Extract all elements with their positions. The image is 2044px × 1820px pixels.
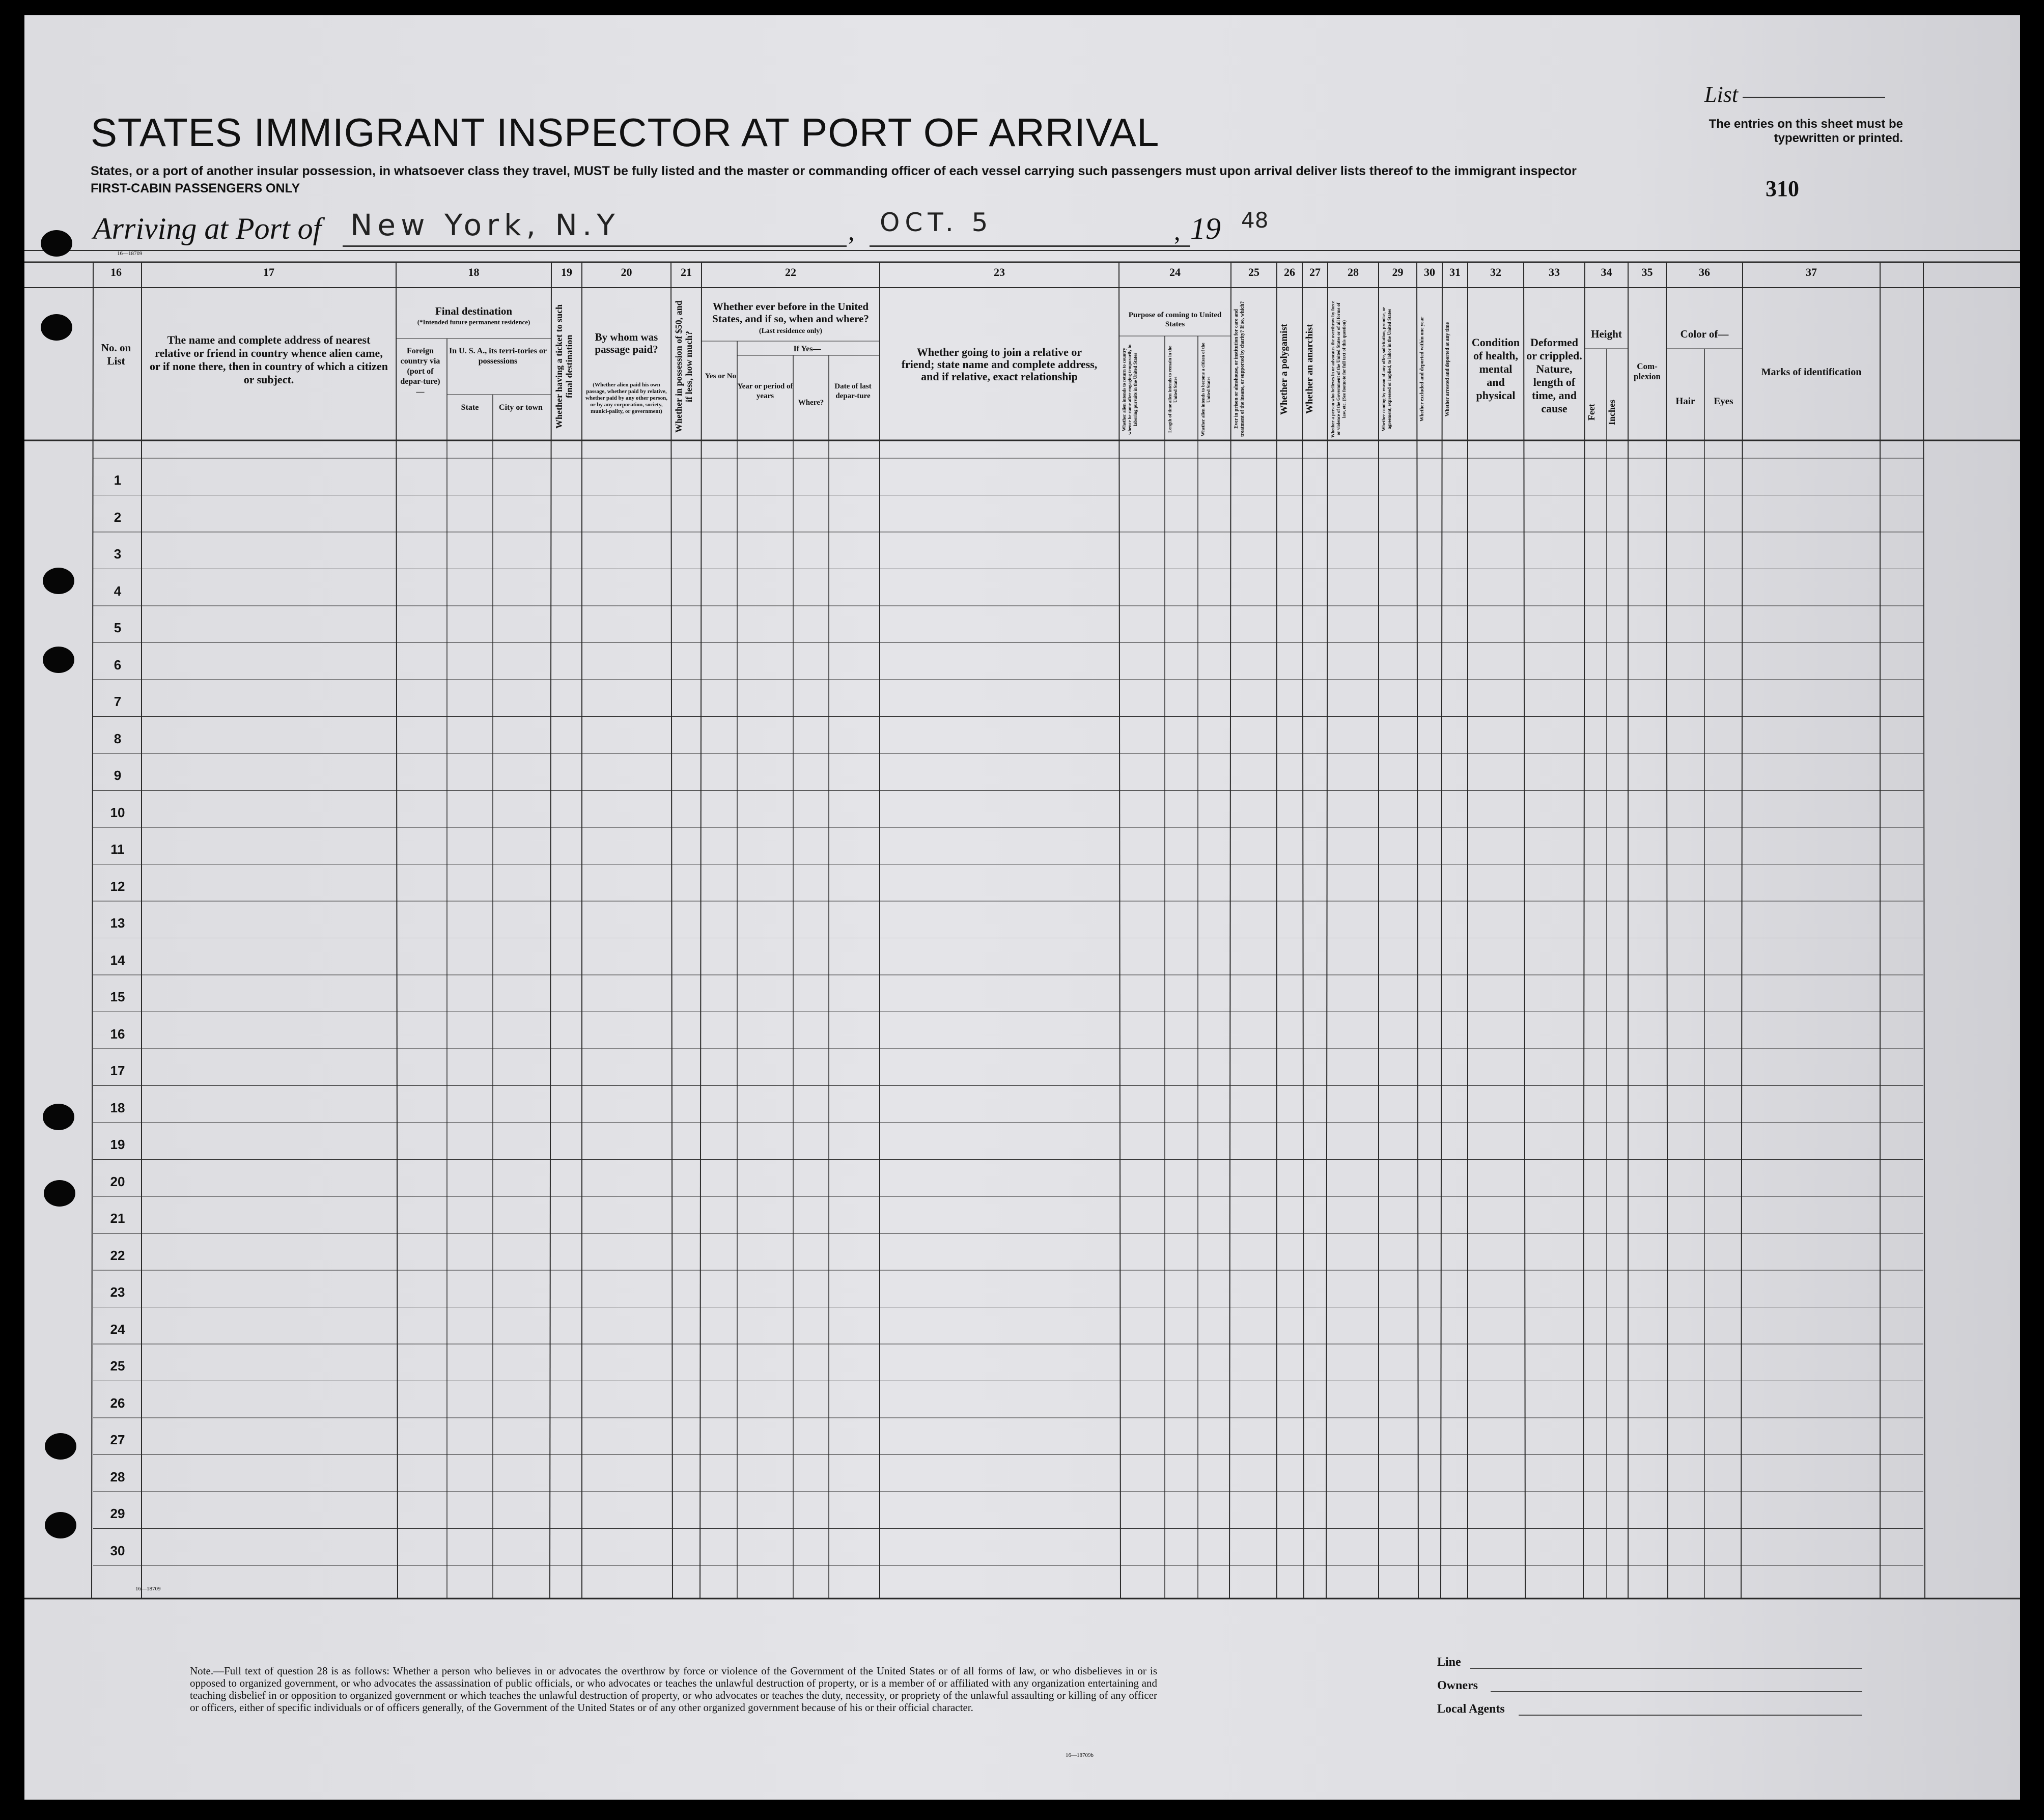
col-num-27: 27 bbox=[1309, 266, 1321, 278]
arriving-label: Arriving at Port of bbox=[93, 212, 322, 245]
form-code-bottom: 16—18709 bbox=[135, 1586, 161, 1592]
punch-hole bbox=[43, 1104, 74, 1130]
date-underline bbox=[870, 245, 1190, 247]
column-divider bbox=[92, 262, 93, 1599]
column-divider bbox=[396, 262, 398, 1599]
local-agents-underline bbox=[1519, 1715, 1862, 1716]
col-header-23: Whether going to join a relative or friend; state name and complete address, and if relative, exact relationship bbox=[901, 346, 1098, 383]
col-num-36: 36 bbox=[1699, 266, 1710, 278]
col-header-18-city: City or town bbox=[499, 403, 543, 412]
row-number: 14 bbox=[110, 952, 125, 968]
col-header-16: No. on List bbox=[101, 342, 131, 367]
footnote: Note.—Full text of question 28 is as follows: Whether a person who believes in or advocates the overthrow by force or violence of the Government of the United States or of all forms of law, or who disbelieves in or is opposed to organized government, or who advocates the assassination of public officials, or who advocates or teaches the unlawful destruction of property, or is a member of or affiliated with any organization entertaining and teaching disbelief in or opposition to organized government or which teaches the unlawful destruction of property, or who advocates or teaches the duty, necessity, or propriety of the unlawful assaulting or killing of any officer or officers, either of specific individuals or of officers generally, of the Government of the United States or of any other organized government because of his or their official character. bbox=[190, 1665, 1157, 1714]
list-label: List bbox=[1704, 82, 1739, 107]
col-header-36-hair: Hair bbox=[1675, 396, 1695, 407]
column-divider bbox=[1302, 262, 1304, 1599]
col-header-31: Whether arrested and deported at any time bbox=[1445, 322, 1450, 416]
form-instruction: States, or a port of another insular possession, in whatsoever class they travel, MUST be fully listed and the master or commanding officer of each vessel carrying such passengers must upon arrival deliver lists thereof to the immigrant inspector bbox=[91, 164, 1577, 178]
col-header-21: Whether in possession of $50, and if less, how much? bbox=[674, 300, 694, 433]
col-header-35: Com-plexion bbox=[1634, 361, 1661, 381]
column-divider bbox=[671, 262, 673, 1599]
col-num-31: 31 bbox=[1449, 266, 1461, 278]
line-underline bbox=[1470, 1668, 1862, 1669]
column-divider bbox=[1741, 262, 1743, 1599]
col-header-22-ifyes: If Yes— bbox=[793, 345, 821, 353]
owners-label: Owners bbox=[1437, 1679, 1478, 1692]
page-number: 310 bbox=[1766, 176, 1799, 201]
col-header-18: Final destination bbox=[435, 305, 513, 317]
row-number: 24 bbox=[110, 1321, 125, 1337]
row-number: 22 bbox=[110, 1247, 125, 1263]
col-header-20-sub: (Whether alien paid his own passage, whether paid by relative, whether paid by any other person, or by any corporation, society, munici-pality, or government) bbox=[585, 382, 667, 414]
row-number: 6 bbox=[114, 657, 122, 673]
col-header-34-inches: Inches bbox=[1607, 400, 1617, 426]
column-divider bbox=[550, 262, 551, 1599]
row-number: 12 bbox=[110, 878, 125, 894]
footnote-code: 16—18709b bbox=[1066, 1752, 1094, 1758]
row-number: 20 bbox=[110, 1173, 125, 1189]
port-underline bbox=[343, 245, 847, 247]
row-number: 25 bbox=[110, 1358, 125, 1374]
comma-separator: , bbox=[848, 217, 855, 245]
row-number: 28 bbox=[110, 1469, 125, 1485]
col-num-30: 30 bbox=[1424, 266, 1435, 278]
punch-hole bbox=[45, 1433, 76, 1460]
column-divider bbox=[1524, 262, 1525, 1599]
punch-hole bbox=[44, 1180, 75, 1207]
manifest-sheet bbox=[24, 15, 2020, 1800]
date-value: OCT. 5 bbox=[880, 208, 993, 237]
col-num-21: 21 bbox=[681, 266, 692, 278]
port-value: New York, N.Y bbox=[350, 208, 620, 242]
punch-hole bbox=[41, 314, 72, 341]
col-num-29: 29 bbox=[1392, 266, 1404, 278]
punch-hole bbox=[45, 1512, 76, 1538]
col-header-17: The name and complete address of nearest relative or friend in country whence alien came, or if none there, then in country of which a citizen or subject. bbox=[150, 333, 388, 386]
col-header-37: Marks of identification bbox=[1761, 367, 1862, 378]
passenger-class: FIRST-CABIN PASSENGERS ONLY bbox=[91, 181, 300, 195]
col-header-18-usa: In U. S. A., its terri-tories or possessions bbox=[449, 347, 547, 366]
row-number: 16 bbox=[110, 1026, 125, 1042]
column-divider bbox=[700, 262, 702, 1599]
col-header-18-state: State bbox=[461, 403, 479, 412]
row-number: 7 bbox=[114, 694, 122, 709]
row-number: 13 bbox=[110, 915, 125, 931]
row-number: 15 bbox=[110, 989, 125, 1004]
col-header-18-sub: (*Intended future permanent residence) bbox=[417, 318, 530, 326]
col-header-26: Whether a polygamist bbox=[1279, 323, 1290, 415]
col-header-30: Whether excluded and deported within one year bbox=[1419, 317, 1425, 422]
column-divider bbox=[1326, 262, 1328, 1599]
col-num-32: 32 bbox=[1490, 266, 1501, 278]
col-header-34-feet: Feet bbox=[1586, 404, 1597, 421]
row-number: 21 bbox=[110, 1211, 125, 1226]
col-header-22-departure: Date of last depar-ture bbox=[834, 382, 872, 400]
col-num-23: 23 bbox=[994, 266, 1005, 278]
row-number: 30 bbox=[110, 1543, 125, 1558]
col-num-34: 34 bbox=[1601, 266, 1612, 278]
column-divider bbox=[1229, 262, 1231, 1599]
row-number: 10 bbox=[110, 804, 125, 820]
col-num-19: 19 bbox=[561, 266, 572, 278]
col-num-28: 28 bbox=[1348, 266, 1359, 278]
col-num-17: 17 bbox=[263, 266, 274, 278]
column-divider bbox=[1417, 262, 1418, 1599]
year-value: 48 bbox=[1241, 208, 1269, 233]
col-num-35: 35 bbox=[1641, 266, 1653, 278]
punch-hole bbox=[43, 568, 74, 594]
row-number: 4 bbox=[114, 583, 122, 599]
row-number: 19 bbox=[110, 1137, 125, 1152]
row-number: 18 bbox=[110, 1100, 125, 1115]
col-num-24: 24 bbox=[1169, 266, 1181, 278]
col-header-24-b: Length of time alien intends to remain in the United States bbox=[1167, 346, 1178, 433]
local-agents-label: Local Agents bbox=[1437, 1702, 1505, 1716]
col-header-24: Purpose of coming to United States bbox=[1128, 311, 1222, 328]
row-number: 9 bbox=[114, 768, 122, 783]
col-num-37: 37 bbox=[1806, 266, 1817, 278]
form-code: 16—18709 bbox=[117, 250, 143, 257]
column-divider bbox=[1666, 262, 1668, 1599]
column-divider bbox=[1583, 262, 1585, 1599]
col-header-28: Whether a person who believes in or advocates the overthrow by force or violence of the Government of the United States or of all forms of law, etc. (See footnote for full text of this question) bbox=[1330, 300, 1347, 438]
col-header-24-c: Whether alien intends to become a citizen of the United States bbox=[1200, 343, 1211, 436]
comma-separator-2: , bbox=[1174, 217, 1181, 245]
row-number: 23 bbox=[110, 1284, 125, 1300]
col-header-29: Whether coming by reason of any offer, solicitation, promise, or agreement, expressed or implied, to labor in the United States bbox=[1381, 306, 1392, 432]
row-number: 5 bbox=[114, 620, 122, 635]
year-prefix: 19 bbox=[1190, 212, 1221, 245]
col-header-25: Ever in prison or almshouse, or institution for care and treatment of the insane, or supported by charity? If so, which? bbox=[1234, 301, 1245, 437]
row-number: 11 bbox=[110, 842, 125, 857]
punch-hole bbox=[41, 230, 72, 257]
row-number: 27 bbox=[110, 1432, 125, 1447]
col-header-19: Whether having a ticket to such final destination bbox=[554, 304, 574, 429]
col-header-20: By whom was passage paid? bbox=[595, 331, 658, 355]
col-header-34: Height bbox=[1591, 328, 1622, 340]
column-divider bbox=[1923, 262, 1925, 1599]
col-header-24-a: Whether alien intends to return to country whence he came after engaging temporarily in laboring pursuits in the United States bbox=[1122, 344, 1138, 435]
col-header-22-period: Year or period of years bbox=[737, 382, 793, 400]
column-divider bbox=[1119, 262, 1121, 1599]
col-header-22: Whether ever before in the United States, and if so, when and where? bbox=[712, 300, 869, 325]
col-header-33: Deformed or crippled. Nature, length of time, and cause bbox=[1526, 336, 1582, 415]
col-num-20: 20 bbox=[621, 266, 632, 278]
col-num-22: 22 bbox=[785, 266, 796, 278]
column-divider bbox=[1441, 262, 1442, 1599]
col-header-22-where: Where? bbox=[798, 399, 824, 407]
col-num-18: 18 bbox=[468, 266, 480, 278]
owners-underline bbox=[1491, 1691, 1862, 1692]
col-header-32: Condition of health, mental and physical bbox=[1471, 336, 1520, 402]
col-header-22-yesno: Yes or No bbox=[705, 372, 737, 380]
col-header-36: Color of— bbox=[1680, 328, 1729, 340]
col-num-33: 33 bbox=[1549, 266, 1560, 278]
col-num-16: 16 bbox=[110, 266, 122, 278]
row-number: 3 bbox=[114, 546, 122, 562]
col-num-26: 26 bbox=[1284, 266, 1295, 278]
row-number: 2 bbox=[114, 509, 122, 525]
row-number: 29 bbox=[110, 1506, 125, 1521]
row-number: 8 bbox=[114, 731, 122, 746]
row-number: 26 bbox=[110, 1395, 125, 1411]
col-header-18-foreign: Foreign country via (port of depar-ture)— bbox=[400, 347, 440, 396]
row-number: 1 bbox=[114, 472, 122, 488]
col-header-27: Whether an anarchist bbox=[1304, 324, 1315, 414]
col-num-25: 25 bbox=[1248, 266, 1259, 278]
list-underline bbox=[1743, 97, 1885, 98]
punch-hole bbox=[43, 647, 74, 673]
form-title: STATES IMMIGRANT INSPECTOR AT PORT OF ARRIVAL bbox=[91, 110, 1160, 155]
line-label: Line bbox=[1437, 1656, 1461, 1669]
form-grid bbox=[24, 15, 2020, 1800]
row-number: 17 bbox=[110, 1063, 125, 1078]
col-header-36-eyes: Eyes bbox=[1714, 396, 1733, 407]
typewritten-notice: The entries on this sheet must be typewritten or printed. bbox=[1709, 117, 1903, 145]
col-header-22-sub: (Last residence only) bbox=[759, 327, 823, 335]
